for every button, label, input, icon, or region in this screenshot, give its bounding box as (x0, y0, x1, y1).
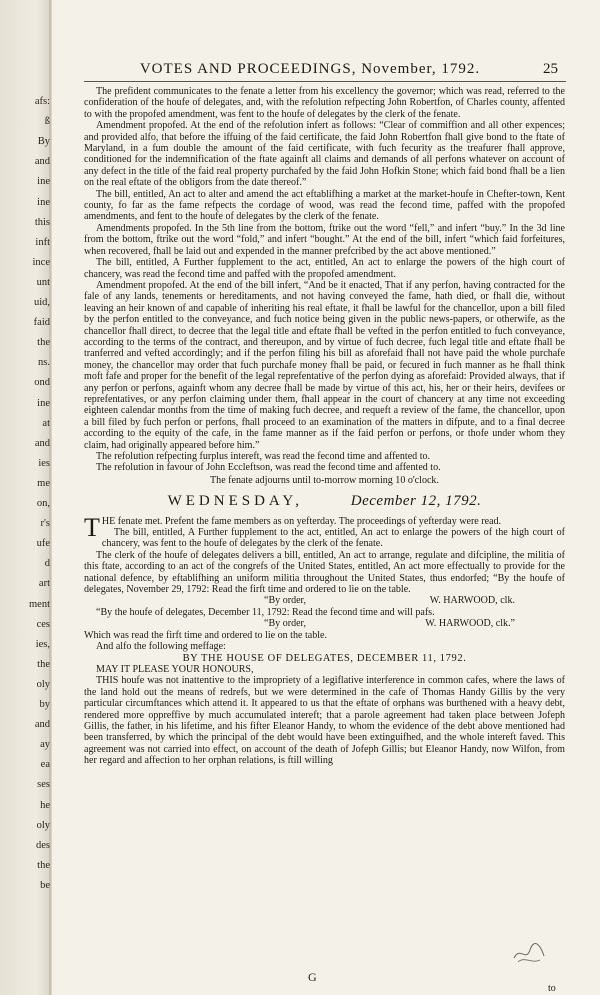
spine-fragment: art (38, 578, 50, 590)
paragraph: Amendments propofed. In the 5th line from the bottom, ftrike out the word “fell,” and infert “buy.” In the 3d line from the bottom, ftrike out the word “fold,” and infert “bought.” At the end of the bill, infert “which faid forfeitures, when recovered, fhall be laid out and expended in the manner prefcribed by the act above mentioned.” (84, 222, 565, 257)
spine-fragment: ay (40, 739, 50, 751)
opening-paragraph: THE fenate met. Prefent the fame members as on yefterday. The proceedings of yefterday were read. (84, 512, 502, 542)
endorsement-line: “By the houfe of delegates, December 11, 1792: Read the fecond time and will pafs. (96, 606, 435, 618)
spine-fragment: oly (36, 678, 50, 690)
spine-fragment: the (37, 658, 50, 670)
message-paragraph: THIS houfe was not inattentive to the impropriety of a legiflative interference in common cafes, where the laws of the land hold out the means of redrefs, but we were determined in the cafe of Thomas Handy Gillis by the very particular circumftances which attend it. It appeared to us that the eftate of orphans was burthened with a heavy debt, rendered more oppreffive by much accumulated intereft; that a parole agreement had taken place between Jofeph Gillis, the father, in his lifetime, and his fifter Eleanor Handy, to whom the evidence of the debt above mentioned had been transferred, by which the principal of the debt would have been extinguifhed, and the whole intereft faved. This agreement was not carried into effect, on account of the death of Jofeph Gillis; but Eleanor Handy, now Wilfon, from her regard and affection to her orphan relations, is ftill willing (84, 675, 565, 767)
adjacent-page-edge (0, 0, 52, 995)
spine-fragment: ince (32, 256, 50, 268)
spine-fragment: ond (34, 377, 50, 389)
spine-fragment: ine (37, 176, 50, 188)
spine-fragment: the (37, 859, 50, 871)
spine-fragment: ces (36, 618, 50, 630)
day-heading (84, 493, 565, 510)
spine-fragment: ies (38, 457, 50, 469)
signature-line: “By order, W. HARWOOD, clk.” (264, 618, 515, 630)
body-text (84, 86, 565, 767)
spine-fragment: afs: (34, 96, 50, 107)
paragraph: The refolution refpecting furplus intereft, was read the fecond time and affented to. (96, 451, 431, 462)
spine-fragment: on, (36, 498, 50, 509)
paragraph: The clerk of the houfe of delegates delivers a bill, entitled, An act to arrange, regulate and difcipline, the militia of this ftate, according to an act of the congrefs of the United States, entitled, An act more effectually to provide for the national defence, by eftablifhing an uniform militia throughout the United States, thus endorfed; “By the houfe of delegates, November 29, 1792: Read the firft time and ordered to lie on the table. (84, 549, 565, 596)
spine-fragment: ment (29, 598, 50, 610)
note-line: And alfo the following meffage: (96, 641, 226, 653)
signature-mark: G (308, 970, 317, 984)
day-date: December 12, 1792. (350, 493, 482, 510)
spine-fragment: faid (33, 317, 50, 329)
header-rule (84, 81, 566, 82)
signature-line: “By order, W. HARWOOD, clk. (264, 595, 515, 607)
spine-fragment: oly (36, 819, 50, 831)
spine-fragment: ses (37, 779, 50, 791)
paragraph: The bill, entitled, An act to alter and amend the act eftablifhing a market at the market-houfe in Chefter-town, Kent county, fo far as the fame refpects the cordage of wood, was read the fecond time, paffed with the propofed amendments, and fent to the houfe of delegates by the clerk of the fenate. (84, 188, 565, 223)
spine-fragment: ine (37, 196, 50, 208)
paragraph: Amendment propofed. At the end of the refolution infert as follows: “Clear of commiffion and all other expences; and provided alfo, that before the iffuing of the faid certificate, the faid John Robertfon fhall give bond to the ftate of Maryland, in a fum double the amount of the faid certificate, with fuch fecurity as the treafurer fhall approve, conditioned for the indemnification of the ftate againft all claims and demands of all perfons whatever on account of any defect in the title of the faid real property purchafed by the faid John Hofkin Stone; which faid bond fhall be a lien on the real eftate of the obligors from the date thereof.” (84, 120, 565, 189)
message-heading: BY THE HOUSE OF DELEGATES, DECEMBER 11, 1792. (182, 652, 467, 664)
day-name: WEDNESDAY, (167, 493, 304, 510)
pencil-scribble-icon (510, 928, 550, 968)
drop-cap: T (84, 512, 100, 542)
paragraph: Amendment propofed. At the end of the bill infert, “And be it enacted, That if any perfon, having contracted for the fale of any lands, tenements or hereditaments, and not having conveyed the fame, hath died, or fhall die, without leaving an heir known of and capable of inheriting his real eftate, it fhall be lawful for the chancellor, upon a bill filed by the perfon entitled to the conveyance, and fuch notice being given in the public news-papers, or otherwife, as the chancellor fhall direct, to decree that the legal title and eftate fhall be vefted in the perfon entitled to fuch conveyance, according to the terms of the contract, and thereupon, and by virtue of fuch decree, fuch legal title and eftate fhall be tranferred and vefted accordingly; and if the perfon filing his bill as aforefaid fhall not have paid the whole purchafe money, the chancellor may order that fuch purchafe money fhall be paid, or fecured in fuch manner as he fhall think moft fafe and proper for the benefit of the legal reprefentative of the perfon dying as aforefaid: Provided always, that if any perfon or perfons, againft whom any decree fhall be made by virtue of this act, his, her or their heirs, devifees or reprefentatives, or any perfon claiming under them, fhall appear in the court of chancery at any time not exceeding eighteen calendar months from the time of making fuch decree, and requeft a review of the fame, the chancellor, upon a bill filed by fuch perfon or perfons, fhall proceed to an examination of the matters in difpute, and to a final decree according to the equity of the cafe, in the fame manner as if the faid perfon or perfons, or thofe under whom they claim, had originally appeared before him.” (84, 279, 565, 451)
paragraph: The bill, entitled, A Further fupplement to the act, entitled, An act to enlarge the powers of the high court of chancery, was fent to the houfe of delegates by the clerk of the fenate. (101, 527, 565, 550)
paragraph: The prefident communicates to the fenate a letter from his excellency the governor; which was read, referred to the confideration of the houfe of delegates, and, with the refolution refpecting John Robertfon, of Charles county, affented to with the propofed amendment, was fent to the houfe of delegates by the clerk of the fenate. (84, 86, 565, 120)
spine-fragment: d (44, 558, 50, 570)
paragraph: The bill, entitled, A Further fupplement to the act, entitled, An act to enlarge the powers of the high court of chancery, was read the fecond time and paffed with the propofed amendment. (84, 257, 565, 280)
spine-fragment: By (37, 136, 50, 148)
spine-fragment: me (37, 477, 50, 489)
paragraph: The refolution in favour of John Eccleftson, was read the fecond time and affented to. (96, 462, 441, 474)
spine-fragment: inft (35, 236, 50, 248)
adjourn-line: The fenate adjourns until to-morrow morning 10 o'clock. (210, 474, 439, 486)
spine-fragment: unt (36, 276, 50, 288)
spine-fragment: ine (37, 397, 50, 409)
running-head: VOTES AND PROCEEDINGS, November, 1792. (139, 61, 481, 77)
spine-fragment: ies, (35, 638, 50, 650)
spine-fragment: the (37, 337, 50, 349)
spine-fragment: ß (44, 116, 50, 128)
note-line: Which was read the firft time and ordered to lie on the table. (84, 629, 327, 641)
spine-fragment: r's (40, 518, 50, 530)
spine-fragment: ns. (38, 357, 50, 369)
spine-fragment: ea (40, 759, 50, 771)
spine-fragment: des (36, 839, 50, 851)
spine-fragment: by (39, 699, 50, 710)
catchword: to (548, 983, 556, 994)
spine-fragment: and (34, 719, 50, 731)
spine-fragment: and (34, 437, 50, 449)
salutation: MAY IT PLEASE YOUR HONOURS, (96, 663, 254, 675)
spine-fragment: this (34, 216, 50, 228)
spine-fragment: uid, (33, 297, 50, 308)
spine-fragment: he (40, 799, 50, 811)
spine-fragment: and (34, 156, 50, 168)
spine-fragment: ufe (36, 538, 50, 550)
spine-fragment: at (42, 417, 50, 429)
page-number: 25 (543, 61, 558, 77)
spine-fragment: be (40, 879, 50, 891)
